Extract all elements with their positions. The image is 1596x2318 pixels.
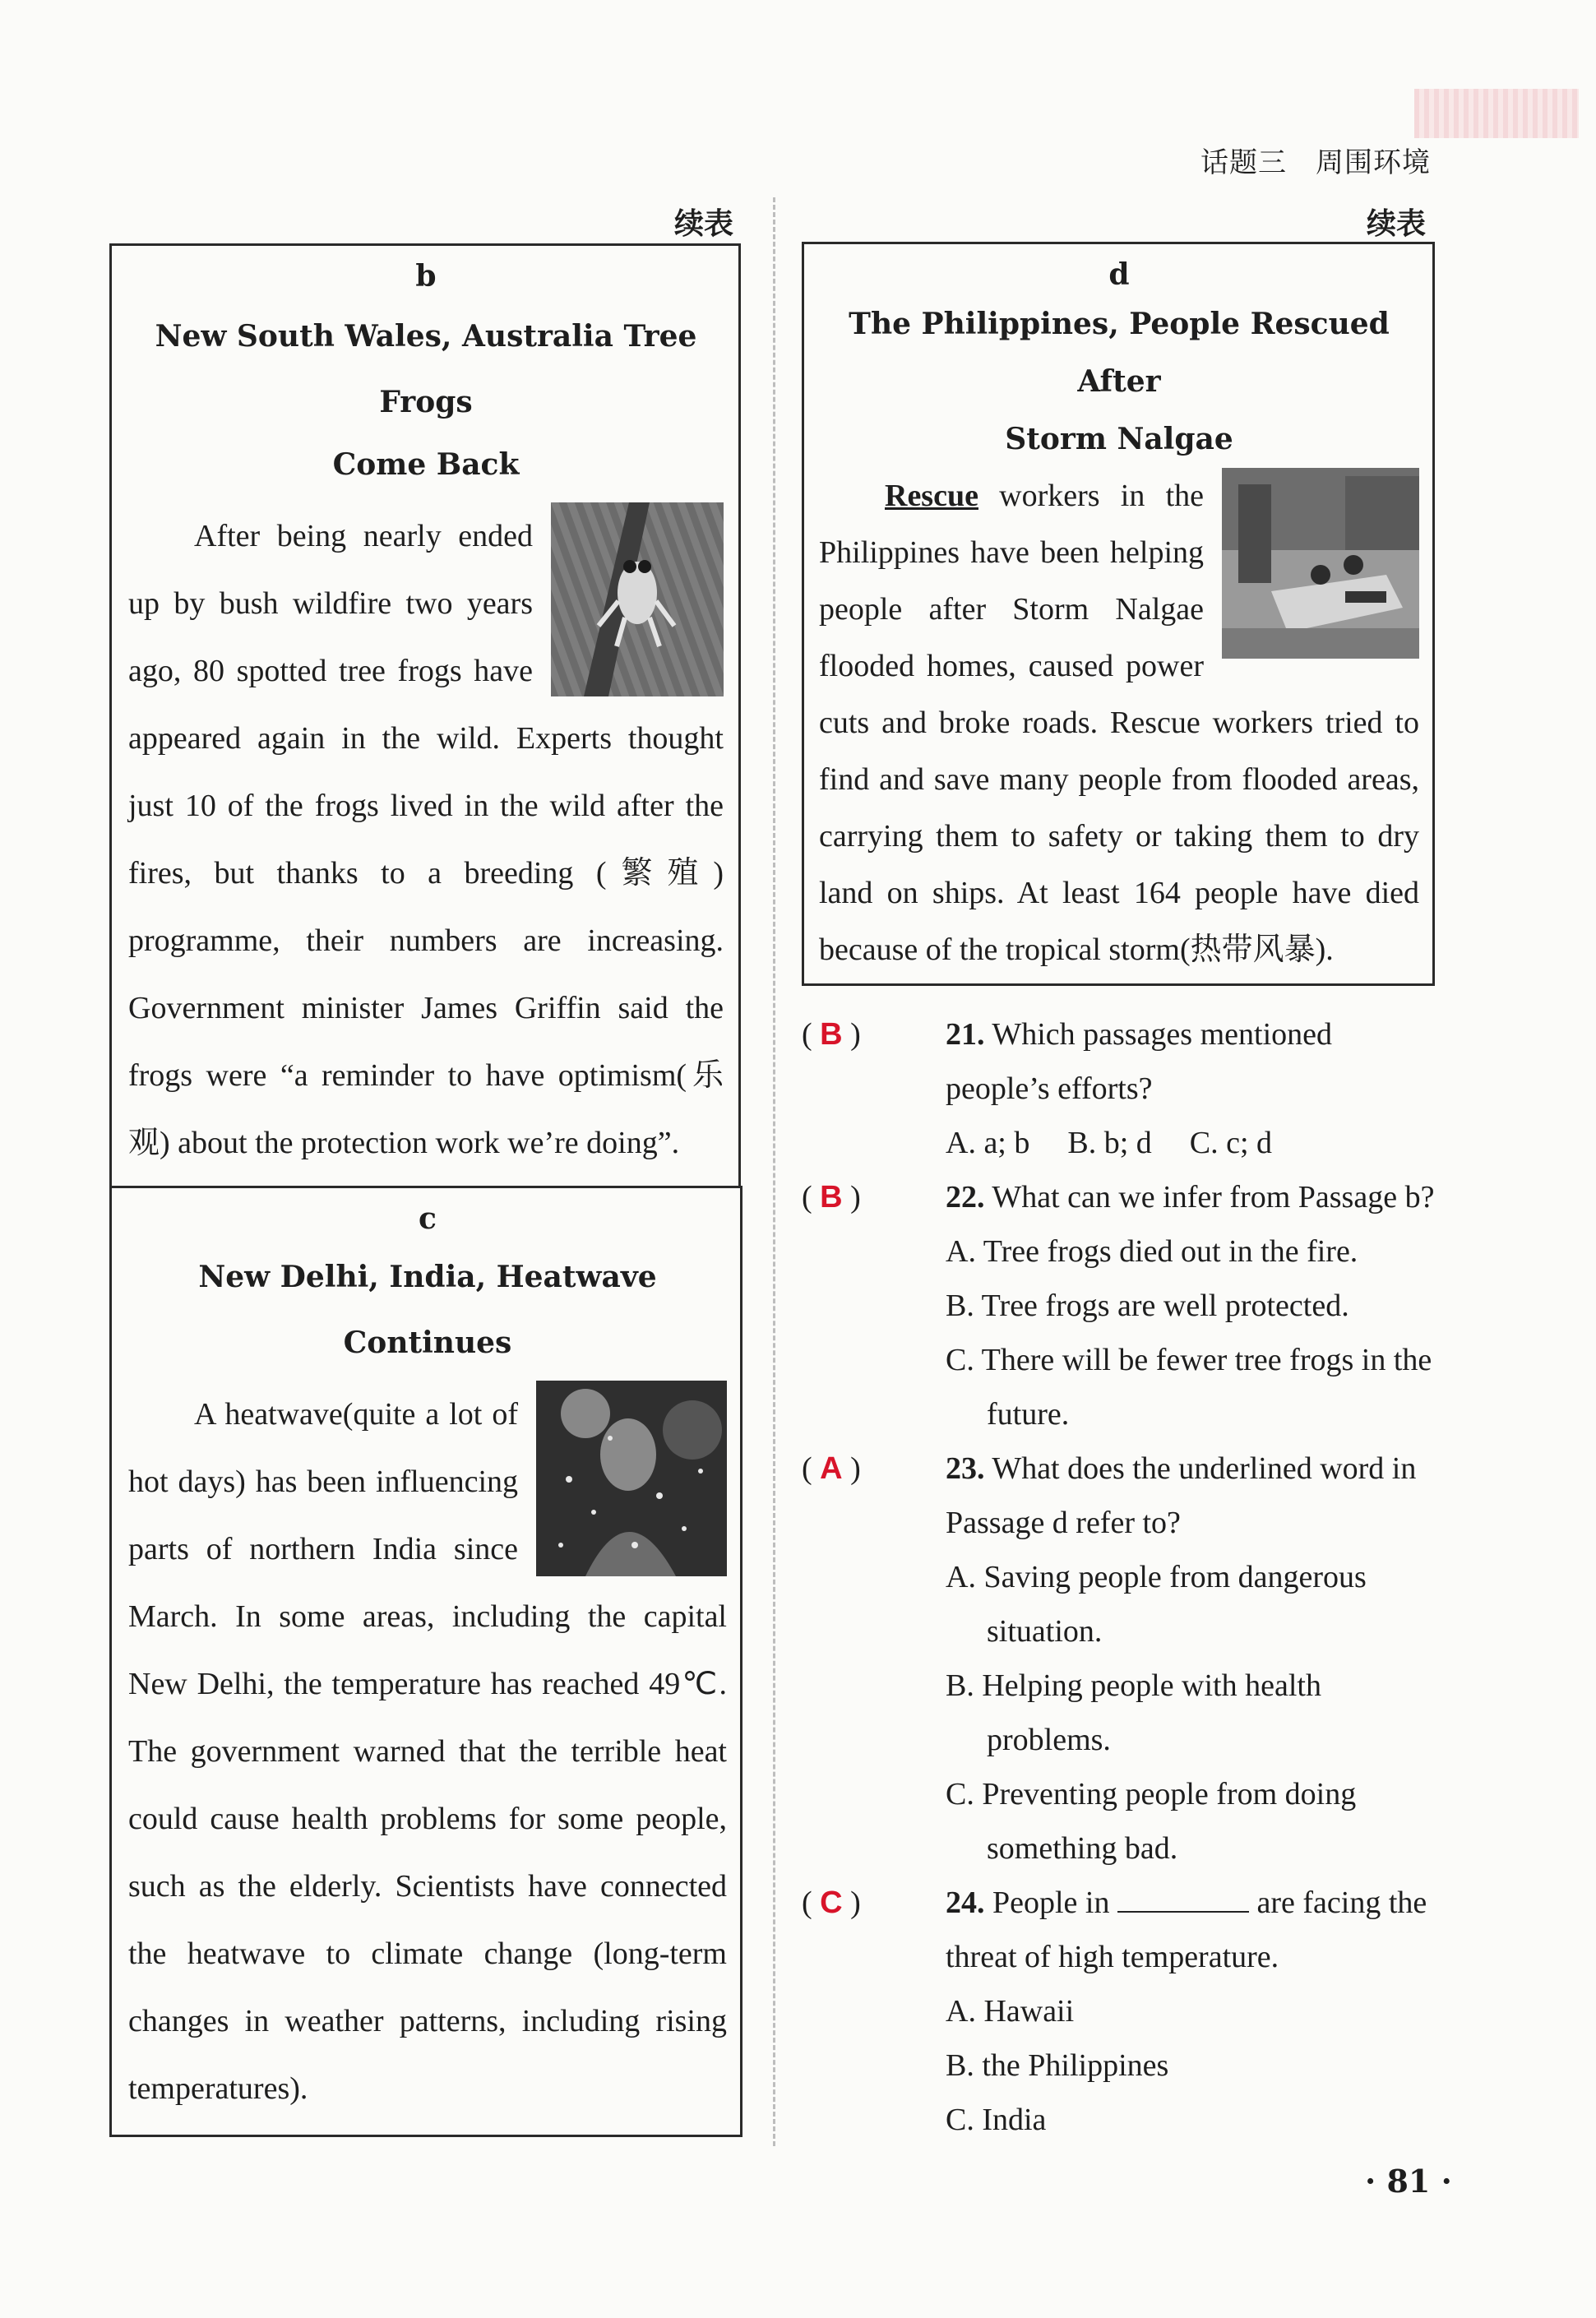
answer-bracket: ( B )	[802, 1017, 861, 1052]
decorative-header-stripe	[1414, 89, 1579, 138]
passage-c-letter: c	[419, 1201, 437, 1236]
question-stem-after: are facing the threat of high temperature.	[946, 1885, 1427, 1974]
passage-b-box	[109, 243, 741, 1187]
question-stem-before: People in	[992, 1885, 1110, 1920]
question-number: 24.	[946, 1885, 985, 1920]
option-a: A. Saving people from dangerous situation.	[946, 1560, 1367, 1649]
passage-b-text: After being nearly ended up by bush wildfire two years ago, 80 spotted tree frogs have appeared again in the wild. Experts thought just 10 of the frogs lived in the wild after the fires, but thanks to a breeding (繁殖) programme, their numbers are increasing. Government minister James Griffin said the frogs were “a reminder to have optimism(乐观) about the protection work we’re doing”.	[128, 519, 724, 1160]
continued-label-right: 续表	[1367, 206, 1427, 241]
answer-mark: C	[820, 1885, 843, 1920]
option-row	[946, 1116, 1443, 1170]
continued-label-left: 续表	[674, 206, 734, 241]
answer-bracket: ( A )	[802, 1451, 861, 1486]
passage-b-title-line2: Come Back	[332, 447, 520, 482]
question-number: 23.	[946, 1451, 985, 1486]
option-c: C. c; d	[1189, 1126, 1273, 1160]
option-b: B. Tree frogs are well protected.	[946, 1289, 1349, 1323]
rescue-boat-photo	[1222, 468, 1419, 659]
option-c: C. There will be fewer tree frogs in the future.	[946, 1343, 1432, 1432]
running-head: 话题三 周围环境	[1200, 146, 1431, 179]
question-24	[802, 1876, 1443, 2147]
question-22	[802, 1170, 1443, 1441]
passage-c-title: New Delhi, India, Heatwave Continues	[198, 1260, 657, 1360]
option-b: B. Helping people with health problems.	[946, 1668, 1321, 1757]
question-stem: What can we infer from Passage b?	[992, 1180, 1435, 1215]
passage-b-body	[128, 502, 724, 1177]
question-stem: Which passages mentioned people’s efforts?	[946, 1017, 1332, 1106]
option-b: B. the Philippines	[946, 2048, 1169, 2083]
passage-d-title-line2: Storm Nalgae	[1005, 422, 1233, 456]
tree-frog-photo	[551, 502, 724, 696]
passage-c-box	[109, 1186, 742, 2137]
question-21	[802, 1007, 1443, 1170]
answer-mark: B	[820, 1017, 843, 1052]
option-a: A. Tree frogs died out in the fire.	[946, 1234, 1358, 1269]
question-number: 21.	[946, 1017, 985, 1052]
option-c: C. Preventing people from doing something bad.	[946, 1777, 1357, 1866]
fill-blank	[1117, 1911, 1249, 1913]
column-divider	[773, 197, 775, 2146]
passage-d-body	[819, 468, 1419, 979]
page-number: · 81 ·	[1365, 2163, 1452, 2200]
passage-d-box	[802, 242, 1435, 986]
option-b: B. b; d	[1067, 1126, 1152, 1160]
question-list	[802, 1007, 1443, 2147]
underlined-word-rescue: Rescue	[885, 479, 978, 513]
question-23	[802, 1441, 1443, 1876]
option-a: A. Hawaii	[946, 1994, 1075, 2029]
answer-bracket: ( B )	[802, 1180, 861, 1215]
option-a: A. a; b	[946, 1126, 1030, 1160]
passage-c-text: A heatwave(quite a lot of hot days) has been influencing parts of northern India since March. In some areas, including the capital New Delhi, the temperature has reached 49℃. The government warned that the terrible heat could cause health problems for some people, such as the elderly. Scientists have connected the heatwave to climate change (long-term changes in weather patterns, including rising temperatures).	[128, 1397, 727, 2106]
passage-c-body	[128, 1381, 727, 2122]
passage-d-text-rest: workers in the Philippines have been helping people after Storm Nalgae flooded homes, caused power cuts and broke roads. Rescue workers tried to find and save many people from flooded areas, carrying them to safety or taking them to dry land on ships. At least 164 people have died because of the tropical storm(热带风暴).	[819, 479, 1419, 967]
question-number: 22.	[946, 1180, 985, 1215]
passage-d-letter: d	[1108, 257, 1130, 292]
answer-mark: A	[820, 1451, 843, 1486]
answer-mark: B	[820, 1180, 843, 1215]
passage-b-title-line1: New South Wales, Australia Tree Frogs	[155, 319, 697, 419]
answer-bracket: ( C )	[802, 1885, 861, 1920]
heatwave-photo	[536, 1381, 727, 1576]
passage-d-title-line1: The Philippines, People Rescued After	[849, 307, 1390, 399]
option-c: C. India	[946, 2103, 1047, 2137]
passage-b-letter: b	[415, 259, 437, 294]
question-stem: What does the underlined word in Passage d refer to?	[946, 1451, 1417, 1540]
